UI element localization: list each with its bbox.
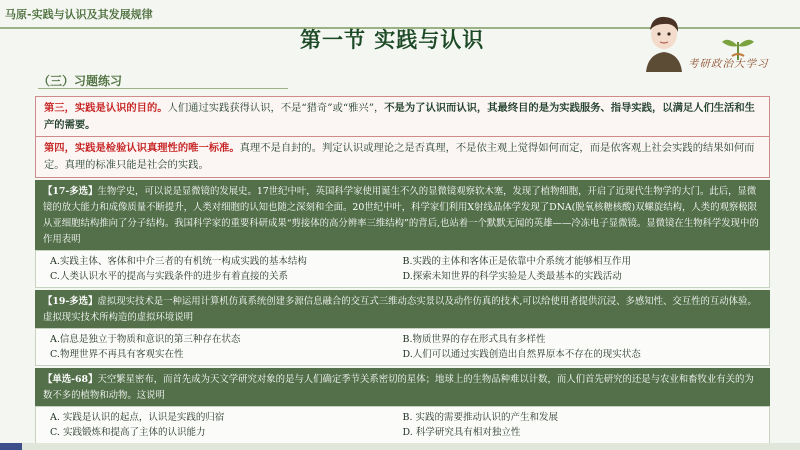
question-3-option-d[interactable]: D. 科学研究具有相对独立性	[402, 427, 521, 438]
question-2-stem	[35, 290, 770, 330]
point-three-box	[35, 96, 770, 138]
question-3-tag: 【单选-68】	[43, 374, 98, 385]
question-1-options	[35, 250, 770, 288]
question-3-option-a[interactable]: A. 实践是认识的起点，认识是实践的归宿	[50, 412, 225, 423]
section-divider	[38, 88, 288, 89]
page-title: 第一节 实践与认识	[300, 27, 485, 52]
question-2-option-d[interactable]: D.人们可以通过实践创造出自然界原本不存在的现实状态	[402, 349, 641, 360]
progress-fill	[0, 443, 22, 450]
question-2-option-b[interactable]: B.物质世界的存在形式具有多样性	[402, 334, 546, 345]
point-three-lead: 第三，实践是认识的目的。	[44, 102, 168, 114]
question-1-tag: 【17-多选】	[43, 186, 98, 197]
question-3-options	[35, 406, 770, 444]
question-2-text: 虚拟现实技术是一种运用计算机仿真系统创建多源信息融合的交互式三维动态实景以及动作仿真的技术,可以给使用者提供沉浸、多感知性、交互性的互动体验。虚拟现实技术所构造的虚拟环境说明	[43, 296, 757, 323]
question-1-text: 生物学史，可以说是显微镜的发展史。17世纪中叶，英国科学家使用诞生不久的显微镜观察软木塞，发现了植物细胞，开启了近现代生物学的大门。此后，显微镜的放大能力和成像质量不断提升，人类对细胞的认知也随之深刻和全面。20世纪中叶，科学家们利用X射线晶体学发现了DNA(脱氧核糖核酸)双螺旋结构，人类的观察极限从亚细胞结构推向了分子结构。我国科学家的重要科研成果“剪接体的高分辨率三维结构”的背后,也站着一个默默无闻的英雄——冷冻电子显微镜。显微镜在生物科学发现中的作用表明	[43, 186, 759, 245]
point-four-lead: 第四，实践是检验认识真理性的唯一标准。	[44, 142, 240, 154]
section-heading: （三）习题练习	[38, 74, 123, 88]
question-3-option-b[interactable]: B. 实践的需要推动认识的产生和发展	[402, 412, 559, 423]
question-1-option-c[interactable]: C.人类认识水平的提高与实践条件的进步有着直接的关系	[50, 271, 288, 282]
point-three-bold: 不是为了认识而认识，其最终目的是为实践服务、指导实践，以满足人们生活和生产的需要。	[44, 102, 755, 131]
point-four-box	[35, 136, 770, 178]
question-1-stem	[35, 180, 770, 252]
question-1-option-b[interactable]: B.实践的主体和客体正是依靠中介系统才能够相互作用	[402, 256, 632, 267]
question-1-option-a[interactable]: A.实践主体、客体和中介三者的有机统一构成实践的基本结构	[50, 256, 307, 267]
breadcrumb: 马原-实践与认识及其发展规律	[5, 8, 153, 21]
teacher-avatar-icon	[638, 12, 690, 72]
question-2-option-c[interactable]: C.物理世界不再具有客观实在性	[50, 349, 184, 360]
progress-bar[interactable]	[0, 443, 800, 450]
question-3-option-c[interactable]: C. 实践锻炼和提高了主体的认识能力	[50, 427, 206, 438]
question-3-stem	[35, 368, 770, 408]
question-1-option-d[interactable]: D.探索未知世界的科学实验是人类最基本的实践活动	[402, 271, 622, 282]
brand-logo	[688, 34, 796, 78]
question-2-tag: 【19-多选】	[43, 296, 98, 307]
point-four-body: 真理不是自封的。判定认识或理论之是否真理，不是依主观上觉得如何而定，而是依客观上社会实践的结果如何而定。真理的标准只能是社会的实践。	[44, 142, 755, 171]
question-3-text: 天空繁星密布，而首先成为天文学研究对象的是与人们确定季节关系密切的星体；地球上的生物品种难以计数，而人们首先研究的还是与农业和畜牧业有关的为数不多的植物和动物。这说明	[43, 374, 754, 401]
question-2-options	[35, 328, 770, 366]
brand-text: 考研政治大学习	[688, 58, 769, 70]
question-2-option-a[interactable]: A.信息是独立于物质和意识的第三种存在状态	[50, 334, 241, 345]
point-three-body: 人们通过实践获得认识，不是“猎奇”或“雅兴”，	[167, 102, 385, 114]
